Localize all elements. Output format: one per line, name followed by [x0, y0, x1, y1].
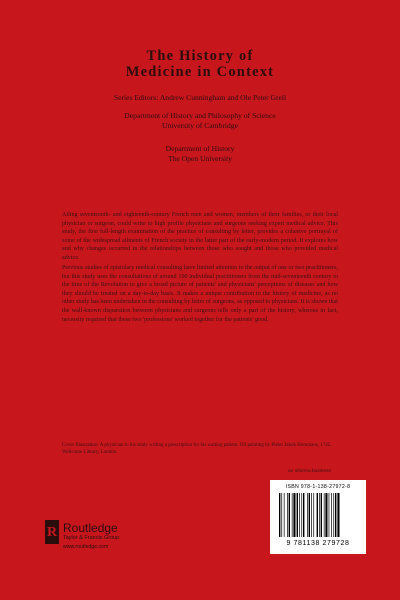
- blurb-paragraph-2: Previous studies of epistolary medical consulting have limited attention to the output of one or two practitioners, but this study uses the consultations of around 100 individual practitioners from the mid-seventeenth century to the time of the Revolution to give a broad picture of patients' and physicians' perceptions of diseases and how they should be treated on a day-to-day basis. It makes a unique contribution to the history of medicine, as no other study has been undertaken in the consulting by letter of surgeons, as opposed to physicians. It is shown that the wall-known disparation between physicians and surgeons tells only a part of the history, whereas in fact, necessity required that these two 'professions' worked together for the patients' good.: [62, 265, 338, 323]
- publisher-url[interactable]: www.routledge.com: [63, 544, 109, 550]
- series-title: [0, 48, 400, 80]
- series-title-line2: Medicine in Context: [125, 64, 275, 80]
- affiliation-open-university: [0, 144, 400, 164]
- affiliation-cambridge-univ: University of Cambridge: [162, 121, 238, 130]
- routledge-logo-icon: [45, 520, 59, 544]
- publisher-group: Taylor & Francis Group: [63, 535, 120, 541]
- affiliation-ou-univ: The Open University: [167, 154, 233, 163]
- affiliation-cambridge-dept: Department of History and Philosophy of Science: [124, 111, 276, 120]
- affiliation-cambridge: [0, 111, 400, 131]
- series-editors: Series Editors: Andrew Cunningham and Ole Peter Grell: [113, 93, 287, 102]
- blurb-paragraph-1: Ailing seventeenth- and eighteenth-century French men and women, members of their families, or their local physician or surgeon, could write to high profile physicians and surgeons seeking expert medical advice. This study, the first full-length examination of the practice of consulting by letter, provides a cohesive portrayal of some of the widespread ailments of French society in the latter part of the early-modern period. It explores how and why changes occurred in the relationships between those who sought and those who provided medical advice.: [62, 212, 338, 261]
- isbn-label: ISBN 978-1-138-27972-8: [285, 484, 351, 490]
- affiliation-ou-dept: Department of History: [165, 144, 235, 153]
- barcode-icon: [278, 493, 358, 537]
- barcode-number: 9 781138 279728: [286, 540, 350, 547]
- barcode-box: [270, 480, 366, 554]
- informa-tag: an informa business: [288, 469, 331, 474]
- publisher-name: Routledge: [63, 521, 118, 535]
- series-title-line1: The History of: [146, 48, 254, 64]
- cover-illustration-credit: Cover Illustration: A physician in his study writing a prescription for his waiting patient. Oil painting by Pieter Jakob Horemans, 1745. Wellcome Library, London.: [62, 443, 332, 455]
- svg-text:R: R: [46, 525, 58, 540]
